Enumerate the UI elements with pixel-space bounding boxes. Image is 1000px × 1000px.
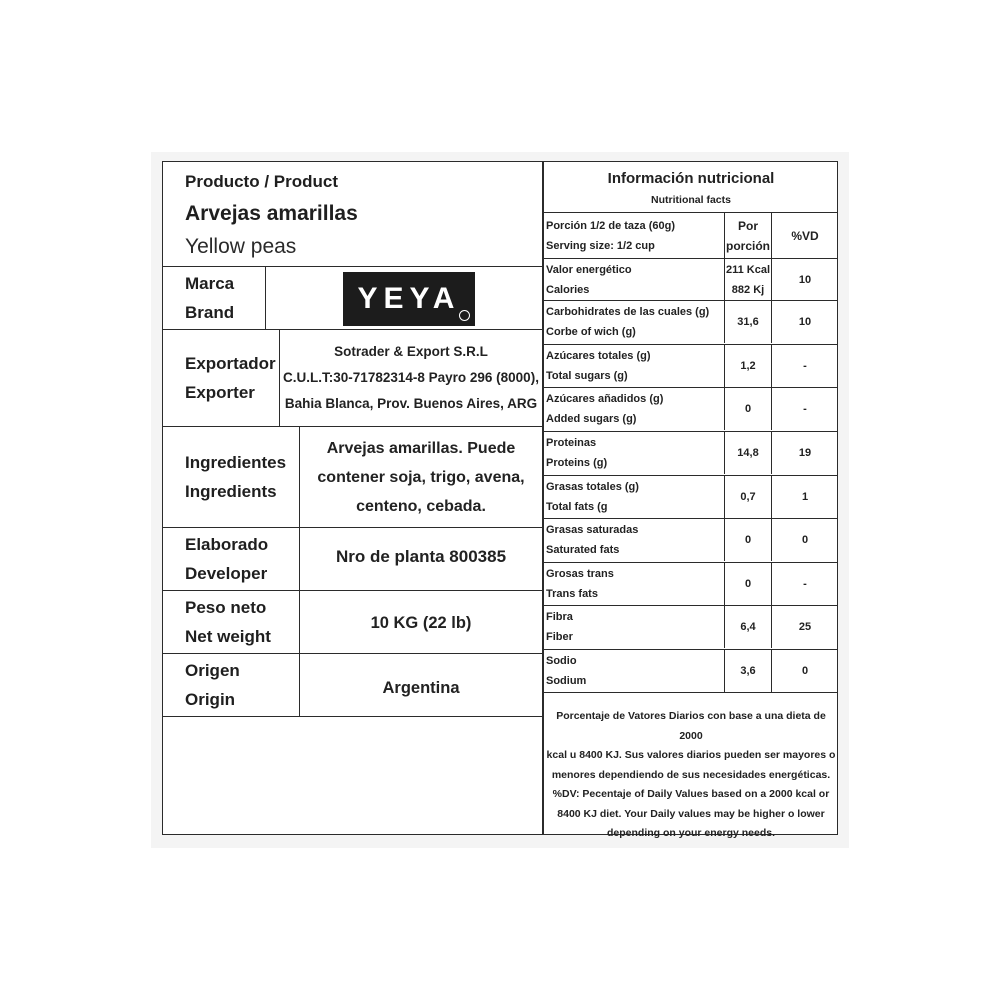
- nutrient-name: [544, 606, 724, 648]
- nutrient-name: [544, 476, 724, 518]
- nutrient-amount-value: 6,4: [740, 621, 756, 633]
- nutrient-dv: [772, 519, 838, 561]
- nutrition-title-es: Información nutricional: [607, 170, 775, 187]
- exporter-key-en: Exporter: [185, 383, 255, 402]
- product-name-en: Yellow peas: [185, 235, 297, 258]
- nutrient-amount: [724, 301, 772, 343]
- nutrient-amount-value: 211 Kcal: [725, 263, 771, 276]
- nutrient-row: [544, 649, 838, 692]
- nutrient-name: [544, 650, 724, 692]
- ingredients-key-en: Ingredients: [185, 482, 277, 501]
- origin-key: [162, 654, 300, 716]
- nutrient-name-en: Sodium: [546, 675, 587, 687]
- exporter-line: C.U.L.T:30-71782314-8 Payro 296 (8000),: [283, 370, 539, 385]
- nutrient-dv: [772, 345, 838, 387]
- nutrient-name-en: Proteins (g): [546, 457, 608, 469]
- dv-header-label: %VD: [791, 228, 819, 243]
- ingredients-line: centeno, cebada.: [356, 497, 486, 515]
- nutrient-dv-value: 0: [801, 534, 809, 546]
- nutrition-header-row: [544, 212, 838, 258]
- net-weight-amount: 10 KG (22 lb): [370, 614, 472, 632]
- developer-key-es: Elaborado: [185, 535, 269, 554]
- nutrient-name-es: Valor energético: [546, 263, 632, 276]
- nutrient-amount-alt: 882 Kj: [731, 283, 765, 296]
- nutrient-name: [544, 301, 724, 343]
- exporter-key-es: Exportador: [185, 354, 276, 373]
- net-weight-value: [300, 591, 542, 653]
- nutrition-title-en: Nutritional facts: [651, 194, 731, 206]
- nutrient-dv: [772, 301, 838, 343]
- nutrition-note-separator: [544, 692, 838, 693]
- nutrient-name-en: Trans fats: [546, 588, 598, 600]
- nutrient-name-es: Carbohidrates de las cuales (g): [546, 306, 710, 318]
- brand-key: [162, 267, 266, 329]
- note-line: %DV: Pecentaje of Daily Values based on a 2000 kcal or: [552, 788, 830, 800]
- registered-badge-icon: [459, 310, 470, 321]
- nutrient-amount: [724, 432, 772, 474]
- nutrient-amount-value: 0,7: [740, 491, 756, 503]
- nutrient-name-es: Grosas trans: [546, 568, 614, 580]
- nutrient-dv-value: 19: [798, 447, 812, 459]
- exporter-key: [162, 330, 280, 426]
- nutrient-amount-value: 0: [744, 578, 752, 590]
- exporter-row: [162, 330, 542, 427]
- nutrient-row: [544, 300, 838, 343]
- ingredients-value: [300, 427, 542, 527]
- nutrient-amount-value: 3,6: [740, 665, 756, 677]
- nutrient-name: [544, 432, 724, 474]
- developer-row: [162, 528, 542, 591]
- nutrient-name: [544, 259, 724, 300]
- nutrient-name-es: Proteinas: [546, 437, 597, 449]
- brand-logo: [343, 272, 475, 326]
- nutrient-dv: [772, 432, 838, 474]
- nutrient-amount-value: 0: [744, 403, 752, 415]
- net-weight-key: [162, 591, 300, 653]
- nutrient-amount-value: 1,2: [740, 360, 756, 372]
- brand-logo-text: YEYA: [357, 282, 461, 315]
- per-portion-line: Por: [737, 218, 758, 233]
- ingredients-key-es: Ingredientes: [185, 453, 287, 472]
- developer-key: [162, 528, 300, 590]
- nutrient-amount: [724, 345, 772, 387]
- nutrient-amount: [724, 388, 772, 430]
- nutrient-name-es: Azúcares añadidos (g): [546, 393, 664, 405]
- developer-key-en: Developer: [185, 564, 268, 583]
- nutrient-row: [544, 475, 838, 518]
- nutrient-dv-value: 1: [801, 491, 809, 503]
- nutrient-dv-value: 10: [798, 316, 812, 328]
- note-line: depending on your energy needs.: [606, 827, 776, 839]
- nutrient-dv: [772, 259, 838, 300]
- nutrient-name-es: Azúcares totales (g): [546, 350, 651, 362]
- nutrient-row: [544, 605, 838, 648]
- nutrient-dv: [772, 606, 838, 648]
- brand-key-en: Brand: [185, 303, 235, 322]
- nutrient-dv: [772, 563, 838, 605]
- nutrient-name-en: Saturated fats: [546, 544, 620, 556]
- nutrient-amount: [724, 606, 772, 648]
- exporter-line: Sotrader & Export S.R.L: [334, 344, 488, 359]
- note-line: Porcentaje de Vatores Diarios con base a una dieta de 2000: [556, 710, 826, 742]
- nutrient-dv: [772, 476, 838, 518]
- nutrient-name-en: Corbe of wich (g): [546, 326, 636, 338]
- nutrient-name-en: Added sugars (g): [546, 413, 637, 425]
- nutrient-name: [544, 388, 724, 430]
- exporter-line: Bahia Blanca, Prov. Buenos Aires, ARG: [284, 396, 538, 411]
- nutrient-name-en: Calories: [546, 283, 590, 296]
- nutrient-amount: [724, 563, 772, 605]
- ingredients-line: Arvejas amarillas. Puede: [326, 439, 516, 457]
- origin-country: Argentina: [382, 679, 460, 697]
- ingredients-key: [162, 427, 300, 527]
- nutrient-name-es: Grasas saturadas: [546, 524, 639, 536]
- net-weight-row: [162, 591, 542, 654]
- origin-key-en: Origin: [185, 690, 236, 709]
- nutrient-dv-value: -: [803, 403, 807, 415]
- portion-en: Serving size: 1/2 cup: [546, 239, 655, 252]
- nutrient-dv: [772, 388, 838, 430]
- origin-row: [162, 654, 542, 717]
- per-portion-header: [724, 213, 772, 258]
- nutrient-amount: [724, 650, 772, 692]
- nutrient-amount-value: 14,8: [737, 447, 759, 459]
- note-line: kcal u 8400 KJ. Sus valores diarios pueden ser mayores o: [546, 749, 836, 761]
- nutrient-name-en: Total fats (g: [546, 501, 608, 513]
- nutrient-name-es: Sodio: [546, 655, 577, 667]
- product-heading: Producto / Product: [185, 172, 338, 191]
- dv-header: [772, 213, 838, 258]
- net-weight-key-en: Net weight: [185, 627, 271, 646]
- nutrient-amount: [724, 519, 772, 561]
- plant-number: Nro de planta 800385: [335, 547, 507, 566]
- developer-value: [300, 528, 542, 590]
- nutrient-name-en: Total sugars (g): [546, 370, 628, 382]
- ingredients-row: [162, 427, 542, 528]
- nutrient-name: [544, 519, 724, 561]
- product-name-es: Arvejas amarillas: [185, 202, 358, 225]
- nutrient-row: [544, 344, 838, 387]
- nutrient-amount-value: 0: [744, 534, 752, 546]
- net-weight-key-es: Peso neto: [185, 598, 267, 617]
- nutrient-amount: [724, 259, 772, 300]
- brand-key-es: Marca: [185, 274, 235, 293]
- ingredients-line: contener soja, trigo, avena,: [317, 468, 525, 486]
- nutrient-row: [544, 387, 838, 430]
- nutrient-dv: [772, 650, 838, 692]
- origin-key-es: Origen: [185, 661, 240, 680]
- nutrient-dv-value: 0: [801, 665, 809, 677]
- nutrient-amount: [724, 476, 772, 518]
- nutrient-row: [544, 431, 838, 474]
- nutrient-name: [544, 345, 724, 387]
- nutrient-dv-value: -: [803, 360, 807, 372]
- origin-value: [300, 654, 542, 716]
- nutrient-dv-value: 25: [798, 621, 812, 633]
- nutrient-row: [544, 562, 838, 605]
- nutrient-dv-value: -: [803, 578, 807, 590]
- note-line: 8400 KJ diet. Your Daily values may be higher o lower: [557, 807, 825, 820]
- note-line: menores dependiendo de sus necesidades energéticas.: [551, 768, 831, 781]
- nutrient-name: [544, 563, 724, 605]
- nutrient-name-es: Grasas totales (g): [546, 481, 639, 493]
- nutrient-amount-value: 31,6: [737, 316, 759, 328]
- nutrition-note: [544, 707, 838, 844]
- nutrient-name-es: Fibra: [546, 611, 573, 623]
- nutrient-row: [544, 258, 838, 300]
- portion-cell: [544, 213, 724, 258]
- nutrient-name-en: Fiber: [546, 631, 573, 643]
- portion-es: Porción 1/2 de taza (60g): [546, 219, 675, 232]
- nutrient-row: [544, 518, 838, 561]
- per-portion-line: porción: [726, 238, 770, 253]
- exporter-value: [280, 330, 542, 426]
- nutrient-dv-value: 10: [798, 273, 812, 286]
